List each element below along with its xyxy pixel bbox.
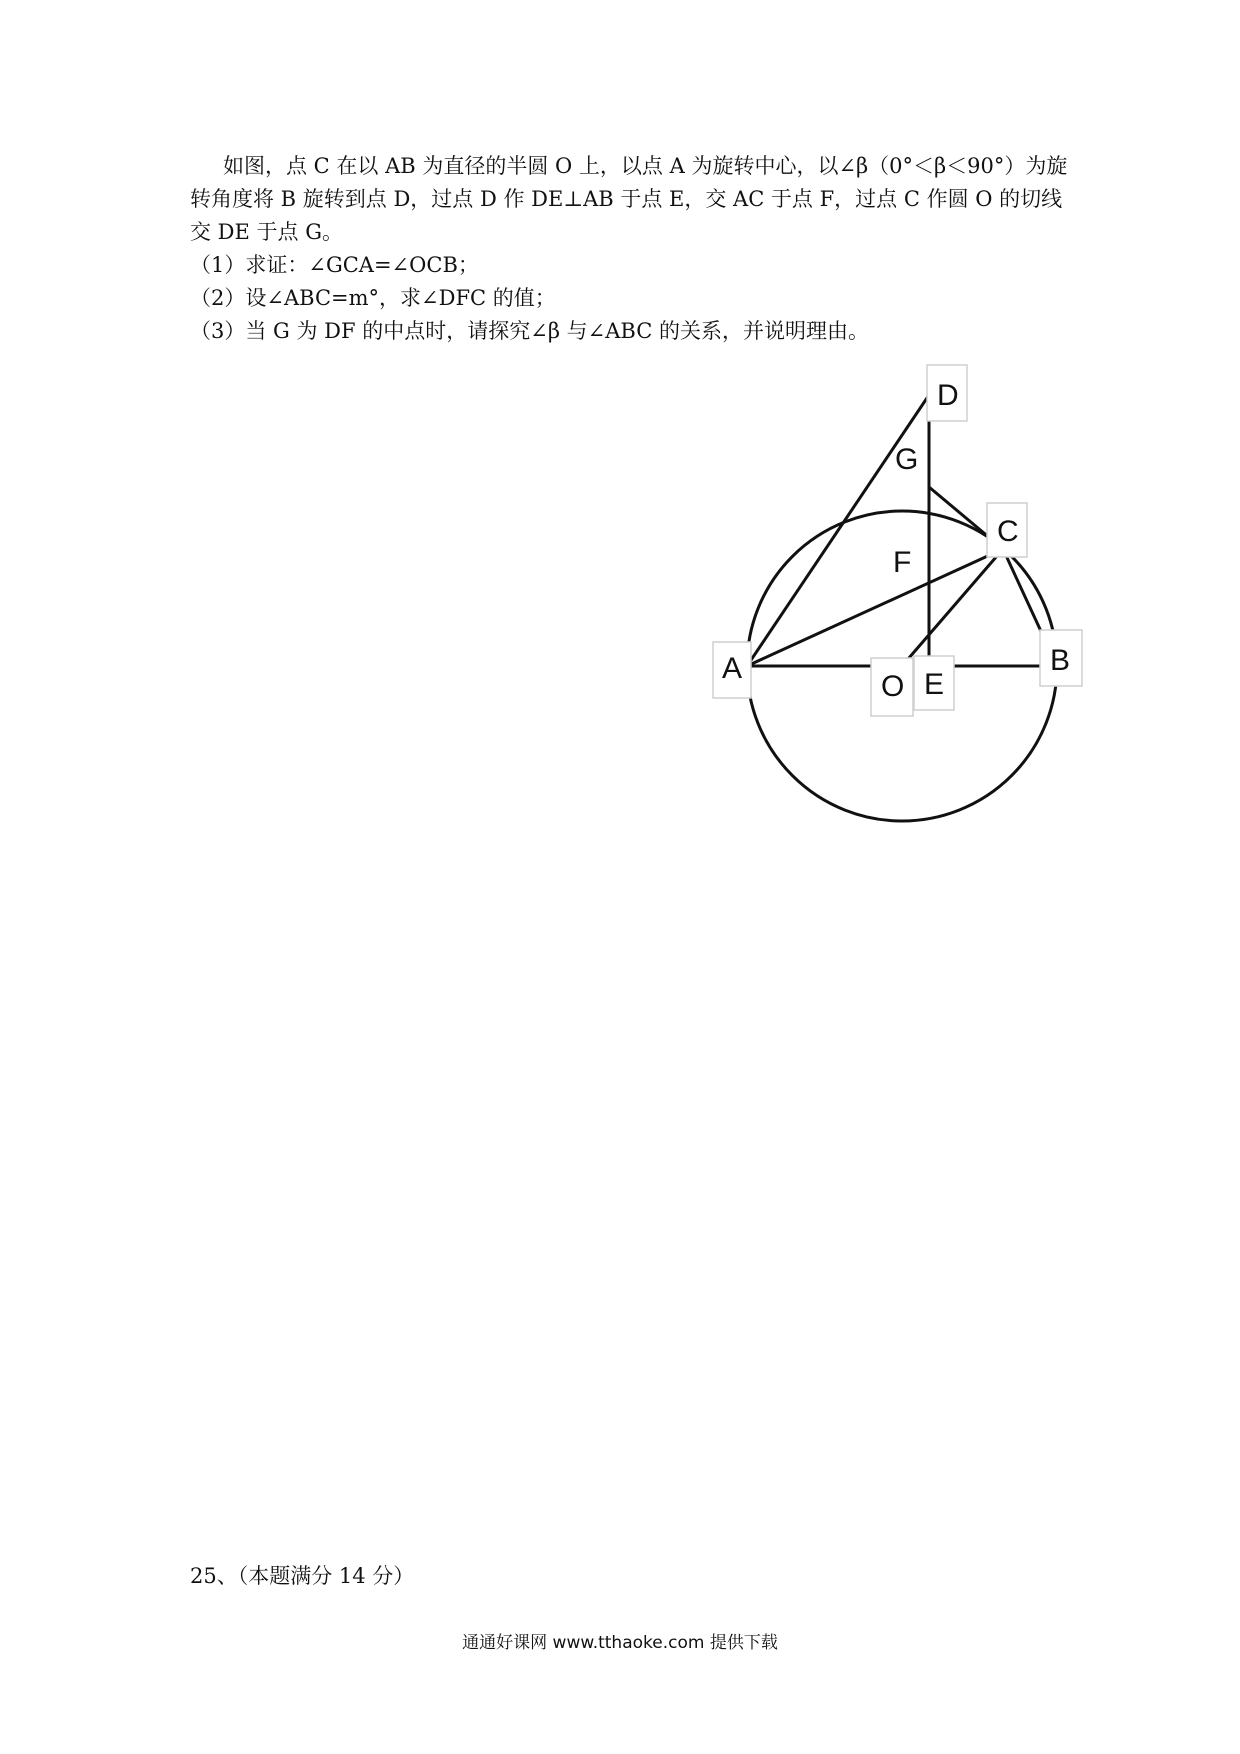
page-footer: 通通好课网 www.tthaoke.com 提供下载 xyxy=(462,1633,778,1653)
label-b: B xyxy=(1050,644,1071,677)
label-b-group xyxy=(1040,630,1082,686)
problem-part-3: （3）当 G 为 DF 的中点时，请探究∠β 与∠ABC 的关系，并说明理由。 xyxy=(190,319,869,343)
label-d: D xyxy=(937,379,959,412)
label-d-group xyxy=(927,365,967,421)
label-c: C xyxy=(997,515,1019,548)
label-a-group xyxy=(713,642,751,698)
segment-oc xyxy=(902,549,1003,666)
label-f: F xyxy=(893,546,912,579)
problem-part-2: （2）设∠ABC=m°，求∠DFC 的值； xyxy=(190,286,556,310)
label-o-group xyxy=(871,658,913,716)
label-o: O xyxy=(881,670,905,703)
question-25-heading: 25、（本题满分 14 分） xyxy=(190,1564,415,1588)
label-e-group xyxy=(914,656,954,710)
label-g: G xyxy=(895,443,919,476)
geometry-svg xyxy=(680,360,1130,840)
problem-part-1: （1）求证：∠GCA=∠OCB； xyxy=(190,253,479,277)
label-a: A xyxy=(722,652,743,685)
problem-stem: 如图，点 C 在以 AB 为直径的半圆 O 上，以点 A 为旋转中心，以∠β（0°＜β＜90°）为旋转角度将 B 旋转到点 D，过点 D 作 DE⊥AB 于点 E，交 AC 于点 F，过点 C 作圆 O 的切线交 DE 于点 G。 xyxy=(190,154,1068,244)
label-c-group xyxy=(987,503,1027,557)
geometry-figure xyxy=(680,360,1130,840)
label-e: E xyxy=(924,668,945,701)
problem-24 xyxy=(190,150,1070,348)
